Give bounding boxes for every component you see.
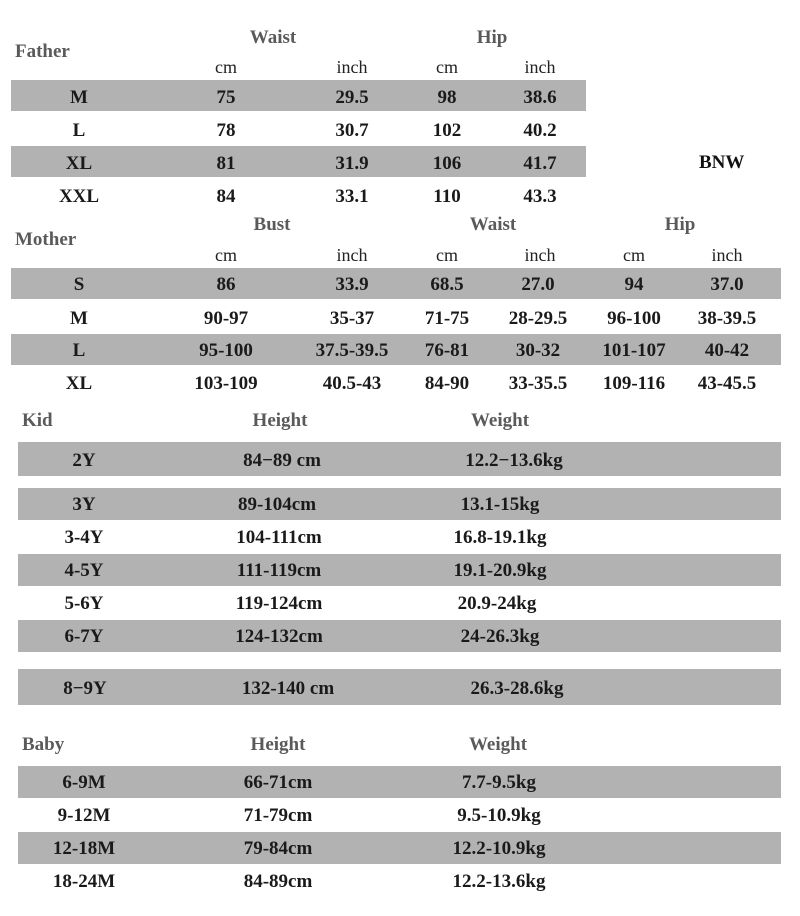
kid-height: 119-124cm — [235, 593, 323, 614]
baby-section-label: Baby — [22, 734, 65, 755]
father-unit: cm — [436, 57, 458, 77]
father-cell: 84 — [216, 186, 236, 207]
mother-unit: inch — [711, 245, 743, 265]
father-cell: 110 — [433, 186, 461, 207]
kid-height: 132-140 cm — [241, 678, 335, 699]
father-cell: 81 — [216, 153, 236, 174]
kid-row-band — [18, 620, 781, 652]
father-group-hip: Hip — [476, 27, 508, 48]
mother-cell: 86 — [216, 274, 236, 295]
father-row-band — [11, 80, 586, 111]
mother-section-label: Mother — [15, 229, 77, 250]
mother-size: L — [72, 340, 86, 361]
mother-unit: cm — [623, 245, 645, 265]
kid-row-band — [18, 488, 781, 520]
kid-weight: 20.9-24kg — [457, 593, 537, 614]
father-cell: 75 — [216, 87, 236, 108]
father-cell: 41.7 — [523, 153, 557, 174]
kid-height: 124-132cm — [235, 626, 323, 647]
father-size: XXL — [58, 186, 100, 207]
baby-size: 12-18M — [52, 838, 116, 859]
mother-cell: 40-42 — [704, 340, 750, 361]
mother-cell: 96-100 — [607, 308, 661, 329]
mother-cell: 33.9 — [335, 274, 369, 295]
mother-cell: 90-97 — [203, 308, 249, 329]
kid-size: 3Y — [72, 494, 96, 515]
father-section-label: Father — [15, 41, 70, 62]
mother-cell: 84-90 — [424, 373, 470, 394]
mother-cell: 71-75 — [424, 308, 470, 329]
father-cell: 78 — [216, 120, 236, 141]
father-cell: 43.3 — [523, 186, 557, 207]
father-size: L — [72, 120, 86, 141]
father-cell: 38.6 — [523, 87, 557, 108]
mother-cell: 28-29.5 — [508, 308, 568, 329]
mother-size: XL — [65, 373, 93, 394]
mother-unit: cm — [215, 245, 237, 265]
kid-size: 3-4Y — [64, 527, 104, 548]
father-unit: inch — [336, 57, 368, 77]
baby-weight: 9.5-10.9kg — [457, 805, 541, 826]
mother-group-waist: Waist — [469, 214, 517, 235]
kid-size: 4-5Y — [64, 560, 104, 581]
father-size: M — [70, 87, 88, 108]
kid-row-band — [18, 669, 781, 705]
kid-row-band — [18, 554, 781, 586]
baby-size: 18-24M — [52, 871, 116, 892]
mother-cell: 27.0 — [521, 274, 555, 295]
kid-size: 6-7Y — [64, 626, 104, 647]
kid-height: 84−89 cm — [243, 450, 321, 471]
father-cell: 31.9 — [335, 153, 369, 174]
baby-row-band — [18, 832, 781, 864]
baby-height: 66-71cm — [243, 772, 313, 793]
mother-group-hip: Hip — [664, 214, 696, 235]
kid-weight: 16.8-19.1kg — [453, 527, 547, 548]
father-cell: 102 — [432, 120, 462, 141]
father-cell: 33.1 — [335, 186, 369, 207]
mother-cell: 37.0 — [710, 274, 744, 295]
mother-size: M — [70, 308, 88, 329]
kid-height: 104-111cm — [236, 527, 322, 548]
kid-size: 5-6Y — [64, 593, 104, 614]
baby-weight: 12.2-13.6kg — [452, 871, 546, 892]
baby-size: 6-9M — [62, 772, 106, 793]
father-unit: inch — [524, 57, 556, 77]
kid-section-label: Kid — [22, 410, 53, 431]
mother-row-band — [11, 268, 781, 299]
father-cell: 106 — [432, 153, 462, 174]
father-group-waist: Waist — [249, 27, 297, 48]
mother-cell: 76-81 — [424, 340, 470, 361]
mother-cell: 68.5 — [430, 274, 464, 295]
mother-cell: 35-37 — [329, 308, 375, 329]
father-row-band — [11, 146, 586, 177]
mother-cell: 95-100 — [199, 340, 253, 361]
father-unit: cm — [215, 57, 237, 77]
kid-height: 111-119cm — [236, 560, 322, 581]
kid-size: 8−9Y — [63, 678, 107, 699]
kid-weight: 26.3-28.6kg — [470, 678, 564, 699]
kid-row-band — [18, 442, 781, 476]
mother-cell: 43-45.5 — [697, 373, 757, 394]
baby-height: 71-79cm — [243, 805, 313, 826]
mother-size: S — [73, 274, 85, 295]
mother-unit: inch — [336, 245, 368, 265]
mother-cell: 109-116 — [602, 373, 666, 394]
kid-weight: 19.1-20.9kg — [453, 560, 547, 581]
mother-cell: 37.5-39.5 — [315, 340, 389, 361]
baby-size: 9-12M — [57, 805, 111, 826]
mother-cell: 101-107 — [602, 340, 666, 361]
father-cell: 29.5 — [335, 87, 369, 108]
kid-weight: 12.2−13.6kg — [465, 450, 563, 471]
baby-height: 84-89cm — [243, 871, 313, 892]
kid-column-height: Height — [252, 410, 308, 431]
father-cell: 30.7 — [335, 120, 369, 141]
mother-cell: 103-109 — [194, 373, 258, 394]
kid-weight: 13.1-15kg — [460, 494, 540, 515]
kid-weight: 24-26.3kg — [460, 626, 540, 647]
father-cell: 98 — [437, 87, 457, 108]
baby-height: 79-84cm — [243, 838, 313, 859]
baby-weight: 12.2-10.9kg — [452, 838, 546, 859]
mother-unit: inch — [524, 245, 556, 265]
baby-column-height: Height — [250, 734, 306, 755]
mother-cell: 30-32 — [515, 340, 561, 361]
mother-group-bust: Bust — [253, 214, 291, 235]
father-size: XL — [65, 153, 93, 174]
mother-cell: 33-35.5 — [508, 373, 568, 394]
father-cell: 40.2 — [523, 120, 557, 141]
mother-cell: 40.5-43 — [322, 373, 382, 394]
mother-cell: 38-39.5 — [697, 308, 757, 329]
kid-column-weight: Weight — [470, 410, 530, 431]
kid-size: 2Y — [72, 450, 96, 471]
baby-column-weight: Weight — [468, 734, 528, 755]
kid-height: 89-104cm — [237, 494, 317, 515]
brand-label: BNW — [699, 152, 745, 173]
mother-cell: 94 — [624, 274, 644, 295]
mother-unit: cm — [436, 245, 458, 265]
baby-weight: 7.7-9.5kg — [462, 772, 536, 793]
baby-row-band — [18, 766, 781, 798]
